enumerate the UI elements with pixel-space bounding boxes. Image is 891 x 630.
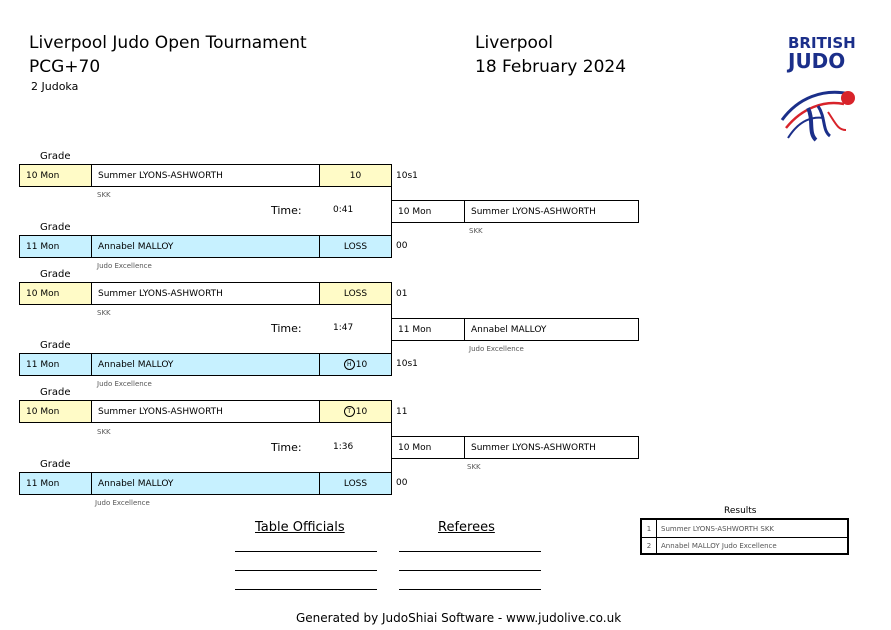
top-score (319, 282, 392, 305)
top-club: SKK (97, 309, 111, 317)
results-row (642, 538, 847, 554)
referee-signature-line (399, 570, 541, 571)
judoka-count: 2 Judoka (31, 80, 79, 93)
bottom-club: Judo Excellence (97, 262, 152, 270)
table-officials-title: Table Officials (255, 520, 345, 535)
bottom-score (319, 353, 392, 376)
bottom-score-value: LOSS (343, 478, 368, 489)
judoka-figure-icon (778, 78, 868, 158)
grade-label: Grade (40, 340, 71, 351)
bottom-grade: 11 Mon (19, 472, 92, 495)
top-score-value: 10 (355, 406, 368, 417)
grade-label: Grade (40, 387, 71, 398)
location: Liverpool (475, 33, 554, 53)
grade-label: Grade (40, 151, 71, 162)
table-official-signature-line (235, 589, 377, 590)
top-grade: 10 Mon (19, 400, 92, 423)
time-label: Time: (271, 322, 302, 335)
top-name: Summer LYONS-ASHWORTH (91, 164, 320, 187)
bottom-club: Judo Excellence (95, 499, 150, 507)
top-name: Summer LYONS-ASHWORTH (91, 282, 320, 305)
winner-club: SKK (469, 227, 483, 235)
bottom-points: 00 (396, 478, 408, 488)
referees-title: Referees (438, 520, 495, 535)
match-time: 1:47 (333, 323, 354, 333)
top-grade: 10 Mon (19, 282, 92, 305)
top-club: SKK (97, 191, 111, 199)
winner-name: Annabel MALLOY (464, 318, 639, 341)
result-text: Summer LYONS-ASHWORTH SKK (661, 524, 775, 533)
bottom-score-value: LOSS (343, 241, 368, 252)
result-place: 1 (642, 520, 657, 537)
results-table (640, 518, 849, 555)
time-label: Time: (271, 441, 302, 454)
category-title: PCG+70 (29, 57, 101, 77)
winner-name: Summer LYONS-ASHWORTH (464, 436, 639, 459)
grade-label: Grade (40, 269, 71, 280)
bottom-grade: 11 Mon (19, 235, 92, 258)
top-score-value: LOSS (343, 288, 368, 299)
logo-text-british: BRITISH (788, 34, 856, 52)
referee-signature-line (399, 589, 541, 590)
bottom-score (319, 235, 392, 258)
results-title: Results (724, 506, 757, 516)
bottom-points: 10s1 (396, 359, 418, 369)
bottom-score-value: 10 (355, 359, 368, 370)
bottom-points: 00 (396, 241, 408, 251)
table-official-signature-line (235, 551, 377, 552)
match-time: 0:41 (333, 205, 354, 215)
bottom-club: Judo Excellence (97, 380, 152, 388)
footer-credit: Generated by JudoShiai Software - www.judolive.co.uk (296, 611, 622, 625)
winner-club: SKK (467, 463, 481, 471)
top-grade: 10 Mon (19, 164, 92, 187)
winner-grade: 10 Mon (391, 200, 465, 223)
top-points: 11 (396, 407, 408, 417)
table-official-signature-line (235, 570, 377, 571)
bottom-score (319, 472, 392, 495)
bottom-name: Annabel MALLOY (91, 353, 320, 376)
winner-name: Summer LYONS-ASHWORTH (464, 200, 639, 223)
tournament-title: Liverpool Judo Open Tournament (29, 33, 307, 53)
bottom-name: Annabel MALLOY (91, 235, 320, 258)
logo-text-judo: JUDO (788, 49, 846, 73)
event-date: 18 February 2024 (475, 57, 627, 77)
british-judo-logo (778, 34, 868, 144)
top-score (319, 400, 392, 423)
winner-club: Judo Excellence (469, 345, 524, 353)
time-badge-icon: T (344, 406, 355, 417)
result-place: 2 (642, 538, 657, 554)
match-time: 1:36 (333, 442, 354, 452)
grade-label: Grade (40, 459, 71, 470)
top-score (319, 164, 392, 187)
results-row (642, 520, 847, 538)
bottom-grade: 11 Mon (19, 353, 92, 376)
hansoku-badge-icon: H (344, 359, 355, 370)
result-text: Annabel MALLOY Judo Excellence (661, 542, 777, 550)
winner-grade: 10 Mon (391, 436, 465, 459)
time-label: Time: (271, 204, 302, 217)
top-points: 10s1 (396, 171, 418, 181)
bottom-name: Annabel MALLOY (91, 472, 320, 495)
top-score-value: 10 (349, 170, 362, 181)
winner-grade: 11 Mon (391, 318, 465, 341)
top-points: 01 (396, 289, 408, 299)
top-club: SKK (97, 428, 111, 436)
referee-signature-line (399, 551, 541, 552)
grade-label: Grade (40, 222, 71, 233)
top-name: Summer LYONS-ASHWORTH (91, 400, 320, 423)
